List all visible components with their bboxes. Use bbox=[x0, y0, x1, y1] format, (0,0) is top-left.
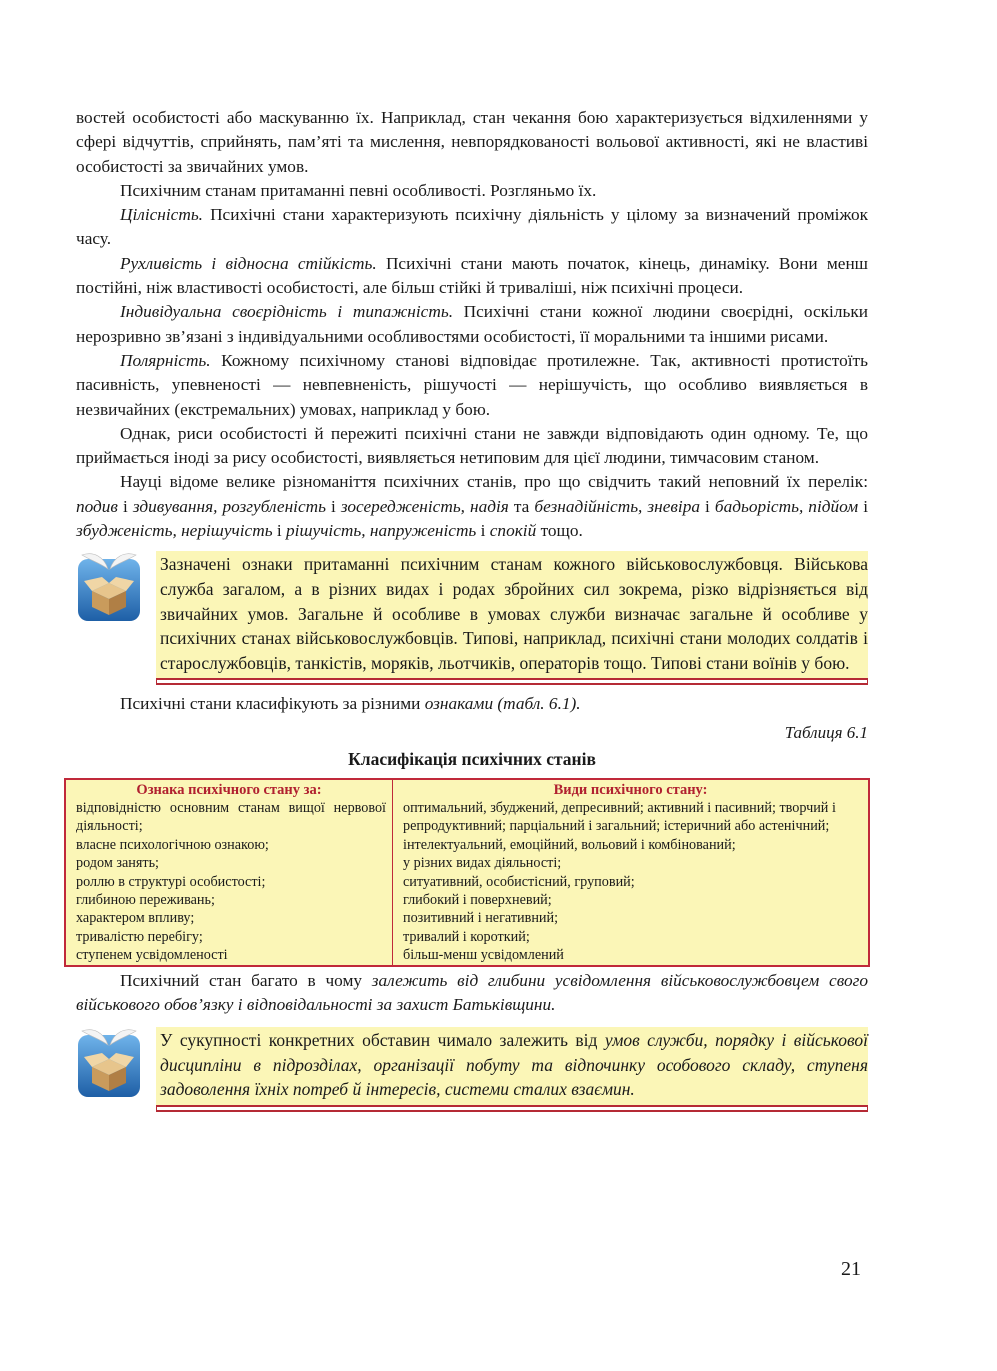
table-header-row bbox=[65, 779, 869, 799]
box-with-wings-icon bbox=[74, 1027, 144, 1101]
table-cell: ситуативний, особистісний, груповий; bbox=[403, 873, 635, 890]
paragraph-variety bbox=[76, 470, 868, 543]
italic-run: збудженість, нерішучість bbox=[76, 521, 273, 541]
italic-run: ознаками (табл. 6.1). bbox=[424, 694, 581, 714]
header-right: Види психічного стану: bbox=[553, 781, 708, 798]
text-run: і bbox=[117, 496, 133, 516]
page-content bbox=[76, 106, 868, 1107]
paragraph-features-intro: Психічним станам притаманні певні особливості. Розгляньмо їх. bbox=[120, 180, 597, 200]
table-row bbox=[65, 928, 869, 946]
term-individuality: Індивідуальна своєрідність і типажність. bbox=[120, 302, 454, 322]
note-block-military bbox=[74, 551, 868, 680]
table-cell: ступенем усвідомленості bbox=[65, 946, 393, 965]
table-row bbox=[65, 836, 869, 854]
table-caption: Таблиця 6.1 bbox=[784, 722, 868, 742]
table-cell: характером впливу; bbox=[65, 909, 393, 927]
text-polarity: Кожному психічному станові відповідає протилежне. Так, активності протистоїть пасивність, упевненості — невпевненість, рішучості — нерішучість, що особливо виявляється в незвичайних (екстремальних) умовах, наприклад у бою. bbox=[76, 350, 868, 419]
text-run: Психічний стан багато в чому bbox=[120, 970, 372, 990]
italic-run: бадьорість, підйом bbox=[714, 496, 859, 516]
table-row bbox=[65, 854, 869, 872]
table-row bbox=[65, 873, 869, 891]
italic-run: зосередженість, надія bbox=[340, 496, 509, 516]
text-individuality: Психічні стани кожної людини своєрідні, оскільки нерозривно зв’язані з індивідуальними особливостями особистості, її моральними та іншими рисами. bbox=[76, 302, 869, 346]
italic-run: подив bbox=[76, 496, 118, 516]
paragraph-integrity bbox=[76, 203, 868, 252]
italic-run: здивування, розгубленість bbox=[132, 496, 326, 516]
italic-run: рішучість, напруженість bbox=[286, 521, 477, 541]
table-cell: тривалий і короткий; bbox=[403, 928, 530, 945]
paragraph-traits: Однак, риси особистості й пережиті психічні стани не завжди відповідають один одному. Те, що приймається іноді за рису особистості, виявляється нетиповим для цієї людини, тимчасовим станом. bbox=[76, 423, 868, 468]
italic-run: безнадійність, зневіра bbox=[534, 496, 700, 516]
paragraph-mobility bbox=[76, 252, 868, 301]
term-mobility: Рухливість і відносна стійкість. bbox=[120, 253, 377, 273]
table-title: Класифікація психічних станів bbox=[348, 748, 596, 769]
paragraph-classification bbox=[76, 692, 868, 716]
text-run: та bbox=[508, 496, 535, 516]
italic-run: залежить від глибини усвідомлення військовослужбовцем свого військового обов’язку і відповідальності за захист Батьківщини. bbox=[76, 970, 868, 1014]
table-cell: оптимальний, збуджений, депресивний; активний і пасивний; творчий і репродуктивний; парціальний і загальний; істеричний або астенічний; bbox=[403, 800, 836, 835]
text-run: Психічні стани класифікують за різними bbox=[120, 694, 425, 714]
text-run: і bbox=[476, 521, 490, 541]
table-cell: інтелектуальний, емоційний, вольовий і комбінований; bbox=[403, 836, 736, 853]
note-block-conditions bbox=[74, 1027, 868, 1107]
table-cell: більш-менш усвідомлений bbox=[403, 947, 564, 964]
table-cell: у різних видах діяльності; bbox=[403, 855, 562, 872]
term-polarity: Полярність. bbox=[120, 350, 211, 370]
paragraph-continuation: востей особистості або маскуванню їх. Наприклад, стан чекання бою характеризується відхиленнями у сфері відчуттів, сприйнять, пам’яті та мислення, невпорядкованості вольової активності, які не властиві особистості за звичайних умов. bbox=[76, 108, 868, 176]
page-number: 21 bbox=[841, 1258, 861, 1280]
table-cell: роллю в структурі особистості; bbox=[65, 873, 393, 891]
text-integrity: Психічні стани характеризують психічну діяльність у цілому за визначений проміжок часу. bbox=[76, 205, 868, 249]
table-row bbox=[65, 946, 869, 965]
text-run: У сукупності конкретних обставин чимало залежить від bbox=[160, 1030, 605, 1051]
term-integrity: Цілісність. bbox=[120, 205, 203, 225]
table-cell: відповідністю основним станам вищої нервової діяльності; bbox=[65, 799, 393, 836]
table-row bbox=[65, 799, 869, 836]
paragraph-awareness bbox=[76, 969, 868, 1018]
text-mobility: Психічні стани мають початок, кінець, динаміку. Вони менш постійні, ніж властивості особистості, але більш стійкі й триваліші, ніж психічні процеси. bbox=[76, 253, 868, 298]
text-run: і bbox=[858, 496, 869, 516]
italic-run: спокій bbox=[489, 521, 537, 541]
italic-run: умов служби, порядку і військової дисципліни в підрозділах, організації побуту та відпочинку особового складу, ступеня задоволення їхніх потреб й інтересів, системи сталих взаємин. bbox=[160, 1030, 868, 1100]
box-with-wings-icon bbox=[74, 551, 144, 625]
note-highlight bbox=[156, 1027, 868, 1107]
note-text: Зазначені ознаки притаманні психічним станам кожного військовослужбовця. Військова служба загалом, а в різних видах і родах збройних сил зокрема, різко відрізняється від звичайних умов. Загальне й особливе в умовах служби визначає загальне й особливе у психічних станах військовослужбовців. Типові, наприклад, психічні стани молодих солдатів і старослужбовців, танкістів, моряків, льотчиків, операторів тощо. Типові стани воїнів у бою. bbox=[160, 554, 868, 673]
text-run: і bbox=[700, 496, 715, 516]
paragraph-polarity bbox=[76, 349, 868, 422]
table-row bbox=[65, 909, 869, 927]
table-cell: глибиною переживань; bbox=[65, 891, 393, 909]
text-run: Науці відоме велике різноманіття психічних станів, про що свідчить такий неповний їх перелік: bbox=[120, 472, 868, 492]
table-cell: родом занять; bbox=[65, 854, 393, 872]
table-cell: власне психологічною ознакою; bbox=[65, 836, 393, 854]
text-run: і bbox=[325, 496, 341, 516]
note-highlight bbox=[156, 551, 868, 680]
text-run: і bbox=[272, 521, 287, 541]
header-left: Ознака психічного стану за: bbox=[65, 779, 393, 799]
classification-table bbox=[64, 778, 870, 967]
table-cell: тривалістю перебігу; bbox=[65, 928, 393, 946]
table-cell: позитивний і негативний; bbox=[403, 910, 559, 927]
table-cell: глибокий і поверхневий; bbox=[403, 892, 552, 909]
table-row bbox=[65, 891, 869, 909]
paragraph-individuality bbox=[76, 300, 868, 349]
text-run: тощо. bbox=[536, 521, 583, 541]
note-text bbox=[160, 1028, 868, 1102]
